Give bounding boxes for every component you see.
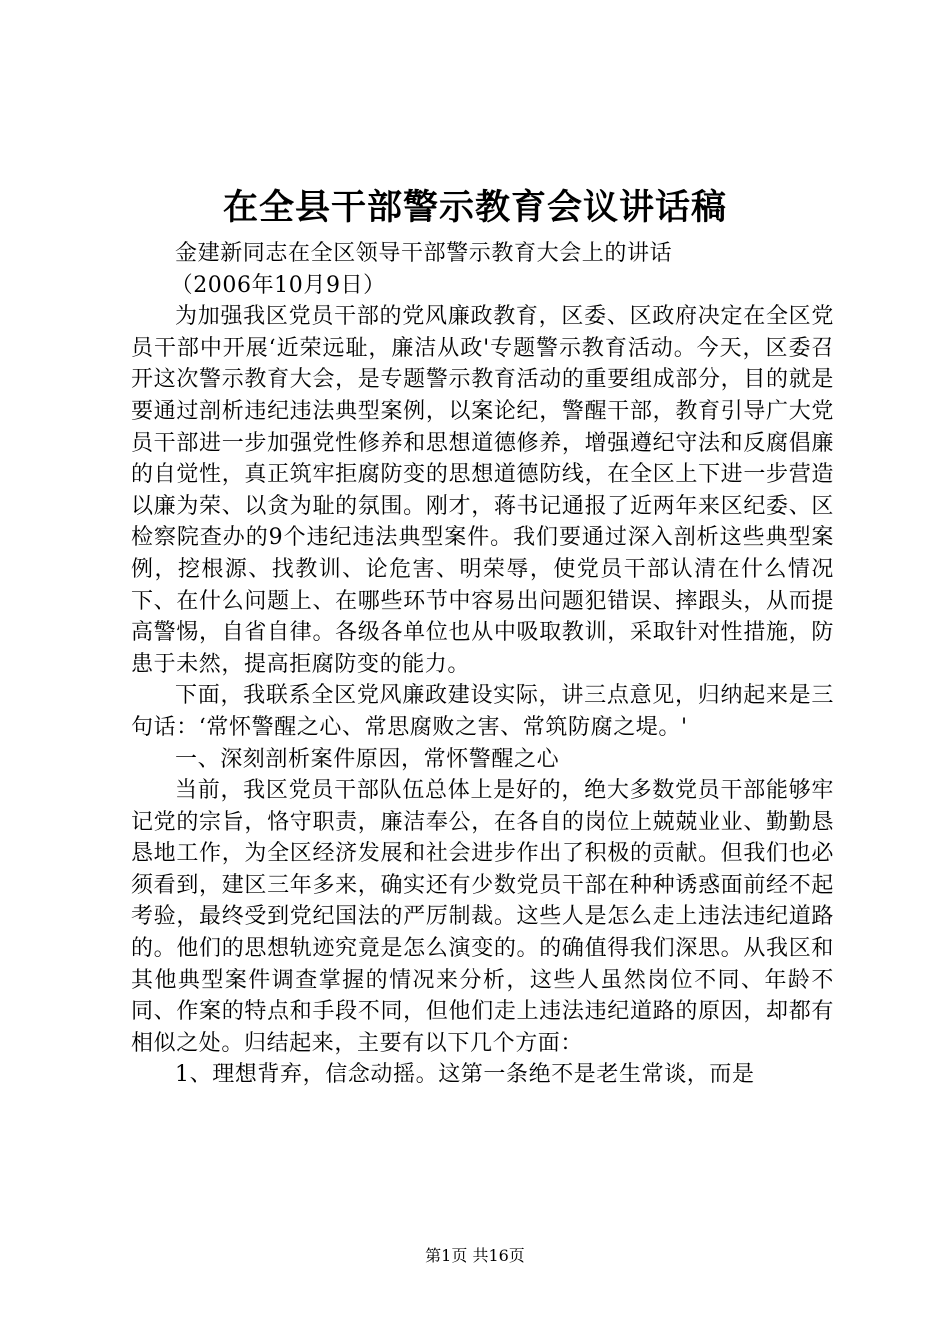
- body-paragraph: 为加强我区党员干部的党风廉政教育，区委、区政府决定在全区党员干部中开展‘近荣远耻，廉洁从政'专题警示教育活动。今天，区委召开这次警示教育大会，是专题警示教育活动的重要组成部分，目的就是要通过剖析违纪违法典型案例，以案论纪，警醒干部，教育引导广大党员干部进一步加强党性修养和思想道德修养，增强遵纪守法和反腐倡廉的自觉性，真正筑牢拒腐防变的思想道德防线，在全区上下进一步营造以廉为荣、以贪为耻的氛围。刚才，蒋书记通报了近两年来区纪委、区检察院查办的9个违纪违法典型案件。我们要通过深入剖析这些典型案例，挖根源、找教训、论危害、明荣辱，使党员干部认清在什么情况下、在什么问题上、在哪些环节中容易出问题犯错误、摔跟头，从而提高警惕，自省自律。各级各单位也从中吸取教训，采取针对性措施，防患于未然，提高拒腐防变的能力。: [131, 304, 834, 677]
- body-paragraph: 1、理想背弃，信念动摇。这第一条绝不是老生常谈，而是: [175, 1062, 755, 1088]
- section-heading: 一、深刻剖析案件原因，常怀警醒之心: [175, 746, 560, 772]
- body-paragraph: 当前，我区党员干部队伍总体上是好的，绝大多数党员干部能够牢记党的宗旨，恪守职责，廉洁奉公，在各自的岗位上兢兢业业、勤勤恳恳地工作，为全区经济发展和社会进步作出了积极的贡献。但我们也必须看到，建区三年多来，确实还有少数党员干部在种种诱惑面前经不起考验，最终受到党纪国法的严厉制裁。这些人是怎么走上违法违纪道路的。他们的思想轨迹究竟是怎么演变的。的确值得我们深思。从我区和其他典型案件调查掌握的情况来分析，这些人虽然岗位不同、年龄不同、作案的特点和手段不同，但他们走上违法违纪道路的原因，却都有相似之处。归结起来，主要有以下几个方面：: [131, 778, 834, 1056]
- document-body: [131, 238, 834, 1091]
- document-title: 在全县干部警示教育会议讲话稿: [222, 187, 727, 228]
- speaker-line: 金建新同志在全区领导干部警示教育大会上的讲话: [175, 241, 673, 266]
- page-footer: 第1页 共16页: [425, 1246, 525, 1265]
- body-paragraph: 下面，我联系全区党风廉政建设实际，讲三点意见，归纳起来是三句话：‘常怀警醒之心、常思腐败之害、常筑防腐之堤。': [131, 683, 834, 740]
- date-line: （2006年10月9日）: [170, 272, 386, 298]
